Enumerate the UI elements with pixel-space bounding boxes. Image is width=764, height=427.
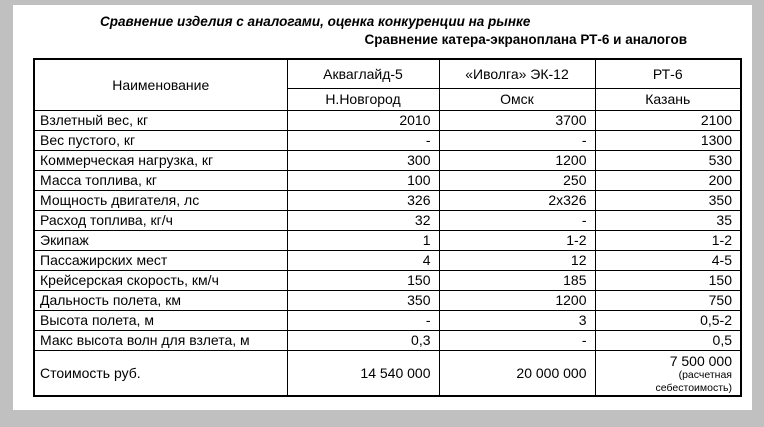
row-value: - xyxy=(287,130,439,150)
column-header-name: Наименование xyxy=(34,59,287,110)
table-row xyxy=(34,130,741,150)
row-value: 1-2 xyxy=(439,230,595,250)
row-value: 3 xyxy=(439,310,595,330)
column-header-city-omsk: Омск xyxy=(439,88,595,110)
column-header-product-rt6: РТ-6 xyxy=(595,59,741,88)
row-value: - xyxy=(439,130,595,150)
table-row xyxy=(34,290,741,310)
row-value: - xyxy=(439,210,595,230)
table-row xyxy=(34,190,741,210)
row-value: 326 xyxy=(287,190,439,210)
row-value: 350 xyxy=(595,190,741,210)
row-value: 150 xyxy=(287,270,439,290)
row-value: 4-5 xyxy=(595,250,741,270)
row-value: 2100 xyxy=(595,110,741,130)
table-caption: Сравнение катера-экраноплана РТ-6 и аналогов xyxy=(364,32,687,47)
row-value: 1200 xyxy=(439,290,595,310)
row-label: Экипаж xyxy=(34,230,287,250)
row-value: 1300 xyxy=(595,130,741,150)
row-label: Вес пустого, кг xyxy=(34,130,287,150)
row-label: Масса топлива, кг xyxy=(34,170,287,190)
column-header-city-nnovgorod: Н.Новгород xyxy=(287,88,439,110)
row-label: Коммерческая нагрузка, кг xyxy=(34,150,287,170)
row-value: 1-2 xyxy=(595,230,741,250)
row-label: Крейсерская скорость, км/ч xyxy=(34,270,287,290)
row-value: - xyxy=(439,330,595,350)
table-row xyxy=(34,150,741,170)
column-header-product-akvaglide: Акваглайд-5 xyxy=(287,59,439,88)
row-value: 150 xyxy=(595,270,741,290)
table-body xyxy=(34,110,741,350)
row-label: Взлетный вес, кг xyxy=(34,110,287,130)
table-footer xyxy=(34,350,741,396)
cost-amount: 7 500 000 xyxy=(669,352,732,369)
row-value: 200 xyxy=(595,170,741,190)
row-label: Расход топлива, кг/ч xyxy=(34,210,287,230)
row-label: Макс высота волн для взлета, м xyxy=(34,330,287,350)
table-header xyxy=(34,59,741,110)
table-row xyxy=(34,230,741,250)
row-label: Высота полета, м xyxy=(34,310,287,330)
row-value: 530 xyxy=(595,150,741,170)
row-label: Пассажирских мест xyxy=(34,250,287,270)
comparison-table xyxy=(33,58,742,397)
row-value: 750 xyxy=(595,290,741,310)
row-value: 100 xyxy=(287,170,439,190)
table-row xyxy=(34,210,741,230)
document-page xyxy=(13,5,752,410)
row-value: 185 xyxy=(439,270,595,290)
row-value: 35 xyxy=(595,210,741,230)
column-header-city-kazan: Казань xyxy=(595,88,741,110)
row-value: 250 xyxy=(439,170,595,190)
row-value: 12 xyxy=(439,250,595,270)
row-value: 1 xyxy=(287,230,439,250)
cost-row xyxy=(34,350,741,396)
cost-value-rt6 xyxy=(595,350,741,396)
table-row xyxy=(34,250,741,270)
cost-note: (расчетная себестоимость) xyxy=(655,368,732,395)
cost-value-ivolga: 20 000 000 xyxy=(439,350,595,396)
row-value: 2х326 xyxy=(439,190,595,210)
row-value: 0,5 xyxy=(595,330,741,350)
row-value: 0,3 xyxy=(287,330,439,350)
row-value: - xyxy=(287,310,439,330)
table-row xyxy=(34,270,741,290)
cost-value-akvaglide: 14 540 000 xyxy=(287,350,439,396)
header-row-products xyxy=(34,59,741,88)
table-row xyxy=(34,110,741,130)
row-value: 2010 xyxy=(287,110,439,130)
table-row xyxy=(34,330,741,350)
row-label: Дальность полета, км xyxy=(34,290,287,310)
row-value: 4 xyxy=(287,250,439,270)
cost-row-label: Стоимость руб. xyxy=(34,350,287,396)
row-value: 32 xyxy=(287,210,439,230)
table-row xyxy=(34,310,741,330)
row-value: 350 xyxy=(287,290,439,310)
row-value: 300 xyxy=(287,150,439,170)
row-value: 1200 xyxy=(439,150,595,170)
row-value: 3700 xyxy=(439,110,595,130)
column-header-product-ivolga: «Иволга» ЭК-12 xyxy=(439,59,595,88)
table-row xyxy=(34,170,741,190)
document-title: Сравнение изделия с аналогами, оценка конкуренции на рынке xyxy=(100,14,531,29)
row-value: 0,5-2 xyxy=(595,310,741,330)
row-label: Мощность двигателя, лс xyxy=(34,190,287,210)
